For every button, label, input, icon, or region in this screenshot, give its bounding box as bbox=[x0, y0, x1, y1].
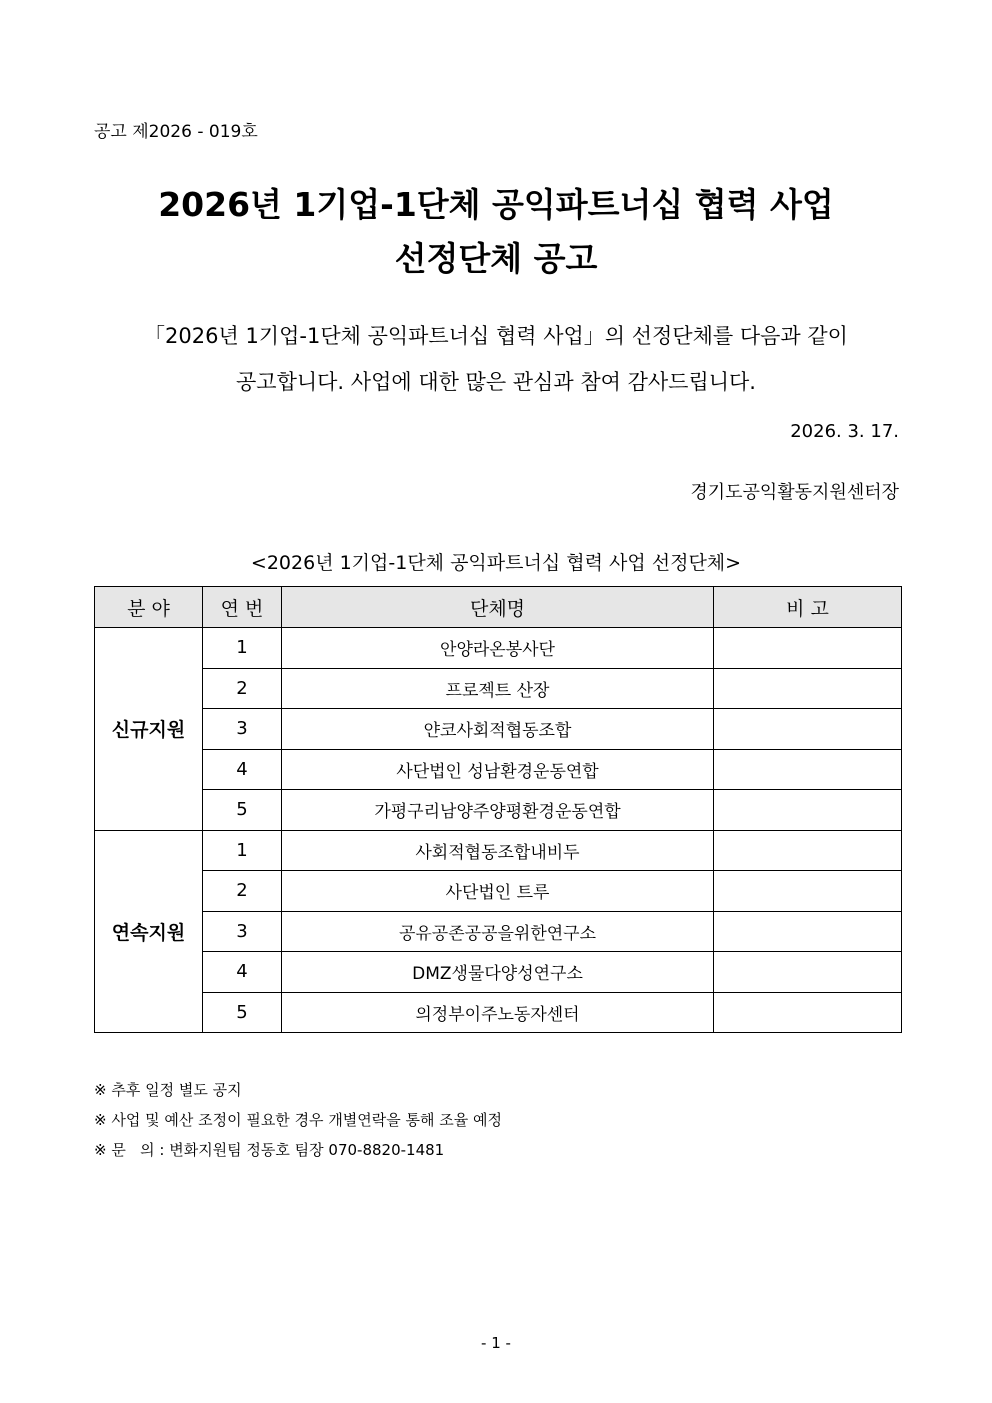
remarks-cell bbox=[714, 709, 902, 750]
organization-name: 사단법인 성남환경운동연합 bbox=[282, 749, 714, 790]
header-remarks: 비 고 bbox=[714, 587, 902, 628]
title-line-1: 2026년 1기업-1단체 공익파트너십 협력 사업 bbox=[158, 185, 834, 224]
organization-name: 프로젝트 산장 bbox=[282, 668, 714, 709]
organization-name: 안양라온봉사단 bbox=[282, 628, 714, 669]
announcement-date: 2026. 3. 17. bbox=[790, 421, 899, 442]
table-row bbox=[95, 871, 902, 912]
intro-line-2: 공고합니다. 사업에 대한 많은 관심과 참여 감사드립니다. bbox=[236, 370, 756, 394]
row-number: 5 bbox=[203, 992, 282, 1033]
note-item-schedule: ※ 추후 일정 별도 공지 bbox=[94, 1081, 242, 1099]
header-number: 연 번 bbox=[203, 587, 282, 628]
row-number: 1 bbox=[203, 628, 282, 669]
table-row bbox=[95, 628, 902, 669]
remarks-cell bbox=[714, 790, 902, 831]
selected-organizations-table bbox=[94, 586, 902, 1033]
organization-name: 의정부이주노동자센터 bbox=[282, 992, 714, 1033]
organization-name: 사단법인 트루 bbox=[282, 871, 714, 912]
intro-line-1: 「2026년 1기업-1단체 공익파트너십 협력 사업」의 선정단체를 다음과 같이 bbox=[144, 324, 848, 348]
table-caption: <2026년 1기업-1단체 공익파트너십 협력 사업 선정단체> bbox=[250, 552, 742, 574]
note-item-adjustment: ※ 사업 및 예산 조정이 필요한 경우 개별연락을 통해 조율 예정 bbox=[94, 1111, 503, 1129]
table-row bbox=[95, 749, 902, 790]
title-line-2: 선정단체 공고 bbox=[394, 239, 598, 278]
organization-name: 얀코사회적협동조합 bbox=[282, 709, 714, 750]
header-category: 분 야 bbox=[95, 587, 203, 628]
organization-name: 공유공존공공을위한연구소 bbox=[282, 911, 714, 952]
row-number: 1 bbox=[203, 830, 282, 871]
organization-name: 사회적협동조합내비두 bbox=[282, 830, 714, 871]
notes-list bbox=[94, 1075, 502, 1165]
table-row bbox=[95, 790, 902, 831]
remarks-cell bbox=[714, 628, 902, 669]
row-number: 4 bbox=[203, 952, 282, 993]
organization-name: 가평구리남양주양평환경운동연합 bbox=[282, 790, 714, 831]
notice-number: 공고 제2026 - 019호 bbox=[94, 122, 258, 142]
table-row bbox=[95, 992, 902, 1033]
table-row bbox=[95, 668, 902, 709]
remarks-cell bbox=[714, 952, 902, 993]
note-item-contact: ※ 문 의 : 변화지원팀 정동호 팀장 070-8820-1481 bbox=[94, 1141, 445, 1159]
row-number: 2 bbox=[203, 668, 282, 709]
row-number: 3 bbox=[203, 709, 282, 750]
remarks-cell bbox=[714, 992, 902, 1033]
table-header-row bbox=[95, 587, 902, 628]
table-row bbox=[95, 830, 902, 871]
table-row bbox=[95, 911, 902, 952]
row-number: 4 bbox=[203, 749, 282, 790]
remarks-cell bbox=[714, 830, 902, 871]
table-row bbox=[95, 709, 902, 750]
document-title bbox=[0, 178, 992, 286]
category-cell: 신규지원 bbox=[95, 628, 203, 831]
remarks-cell bbox=[714, 871, 902, 912]
remarks-cell bbox=[714, 749, 902, 790]
table-row bbox=[95, 952, 902, 993]
category-cell: 연속지원 bbox=[95, 830, 203, 1033]
issuer-name: 경기도공익활동지원센터장 bbox=[690, 482, 899, 503]
row-number: 5 bbox=[203, 790, 282, 831]
intro-paragraph bbox=[0, 313, 992, 405]
row-number: 3 bbox=[203, 911, 282, 952]
row-number: 2 bbox=[203, 871, 282, 912]
remarks-cell bbox=[714, 668, 902, 709]
header-organization: 단체명 bbox=[282, 587, 714, 628]
page-number: - 1 - bbox=[481, 1334, 511, 1352]
organization-name: DMZ생물다양성연구소 bbox=[282, 952, 714, 993]
remarks-cell bbox=[714, 911, 902, 952]
